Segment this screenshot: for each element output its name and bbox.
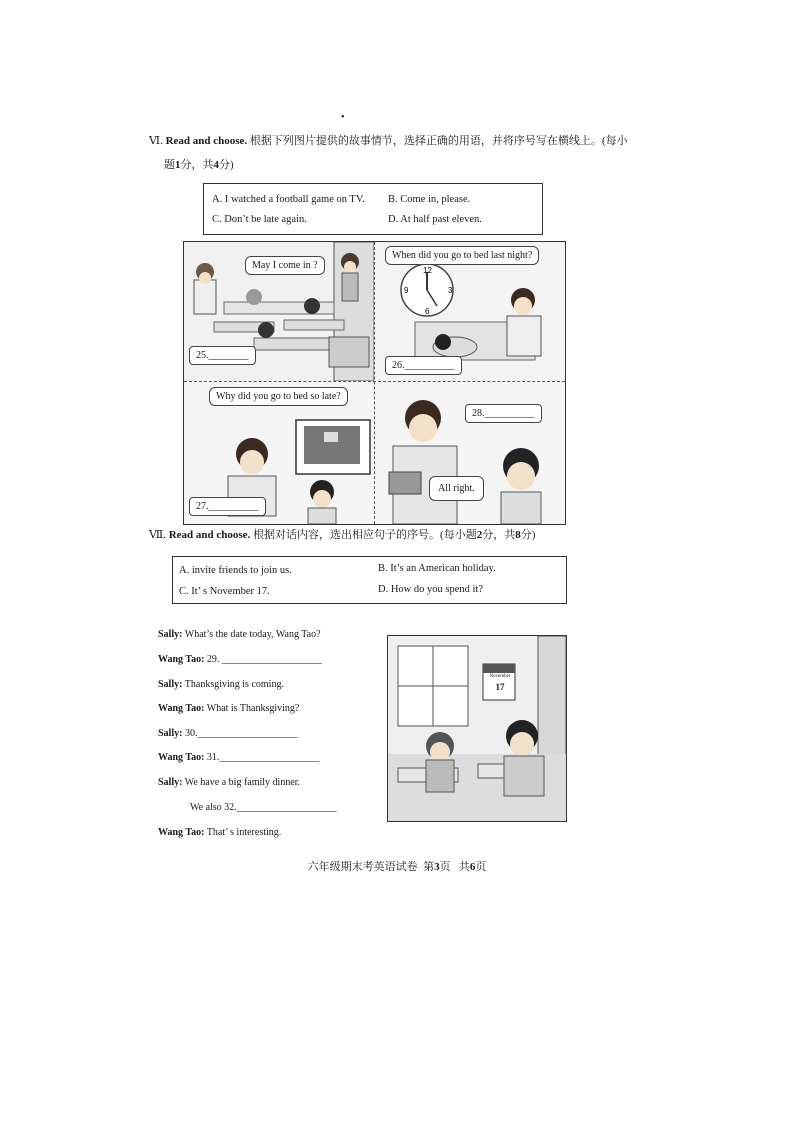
answer-blank-28[interactable]: 28.__________	[465, 404, 542, 423]
svg-text:6: 6	[425, 307, 430, 316]
dialogue-line: Wang Tao: 31.____________________	[158, 752, 320, 763]
dialogue-line: Wang Tao: What is Thanksgiving?	[158, 703, 300, 714]
classroom-scene	[388, 636, 566, 821]
dialogue-line: Sally: What’s the date today, Wang Tao?	[158, 629, 321, 640]
panel4-speech-bubble: All right.	[429, 476, 484, 501]
answer-blank-26[interactable]: 26.__________	[385, 356, 462, 375]
option-b: B. Come in, please.	[388, 194, 471, 205]
answer-blank-27[interactable]: 27.__________	[189, 497, 266, 516]
dialogue-line: Wang Tao: That’ s interesting.	[158, 827, 282, 838]
option-d: D. At half past eleven.	[388, 214, 482, 225]
svg-text:3: 3	[448, 286, 453, 295]
answer-blank-31[interactable]: 31.____________________	[206, 752, 320, 763]
section6-options-box	[203, 183, 543, 235]
answer-blank-30[interactable]: 30.____________________	[184, 728, 298, 739]
dialogue-line: Wang Tao: 29. ____________________	[158, 654, 322, 665]
calendar-day: 17	[495, 682, 505, 692]
comic-panel-3	[184, 382, 374, 524]
dialogue-line: Sally: 30.____________________	[158, 728, 298, 739]
comic-strip	[183, 241, 566, 525]
option-a: A. I watched a football game on TV.	[212, 194, 365, 205]
svg-text:9: 9	[404, 286, 409, 295]
calendar-month: November	[489, 674, 511, 679]
panel2-speech-bubble: When did you go to bed last night?	[385, 246, 539, 265]
option-b: B. It’s an American holiday.	[378, 563, 496, 574]
dialogue-line: Sally: We have a big family dinner.	[158, 777, 301, 788]
classroom-calendar-illustration	[387, 635, 567, 822]
panel1-speech-bubble: May I come in ?	[245, 256, 325, 275]
answer-blank-29[interactable]: 29. ____________________	[206, 654, 322, 665]
page-footer: 六年级期末考英语试卷 第3页 共6页	[307, 861, 487, 873]
comic-panel-4	[375, 382, 565, 524]
option-d: D. How do you spend it?	[378, 584, 483, 595]
option-c: C. It’ s November 17.	[179, 586, 270, 597]
option-a: A. invite friends to join us.	[179, 565, 292, 576]
section6-heading: Ⅵ. Read and choose. 根据下列图片提供的故事情节，选择正确的用语，并将序号写在横线上。(每小	[149, 135, 628, 147]
answer-blank-25[interactable]: 25.________	[189, 346, 256, 365]
section7-heading: Ⅶ. Read and choose. 根据对话内容，选出相应句子的序号。(每小题2分，共8分)	[149, 529, 536, 541]
svg-text:12: 12	[423, 266, 432, 275]
answer-blank-32[interactable]: We also 32.____________________	[190, 802, 337, 813]
scan-dot: •	[341, 112, 345, 123]
comic-panel-1	[184, 242, 374, 381]
panel3-speech-bubble: Why did you go to bed so late?	[209, 387, 348, 406]
dialogue-line: Sally: Thanksgiving is coming.	[158, 679, 284, 690]
dialogue-line	[190, 802, 337, 813]
section7-options-box	[172, 556, 567, 604]
section6-heading-line2: 题1分，共4分)	[164, 159, 234, 171]
option-c: C. Don’t be late again.	[212, 214, 307, 225]
comic-panel-2	[375, 242, 565, 381]
